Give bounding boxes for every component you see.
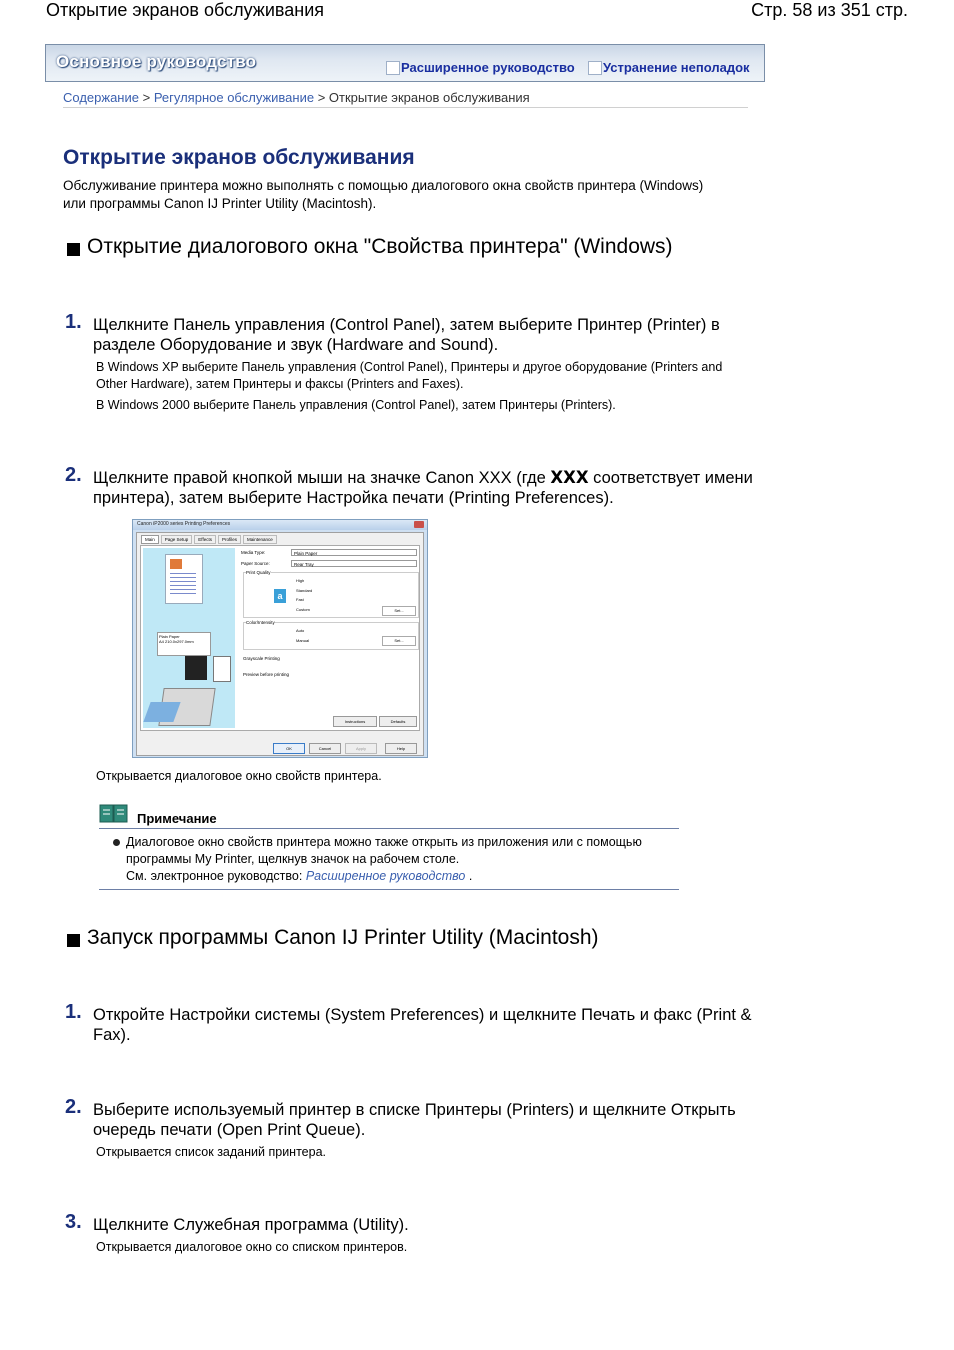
printer-thumbnail-icon xyxy=(185,656,207,680)
printing-preferences-screenshot xyxy=(132,519,428,758)
tab-profiles: Profiles xyxy=(218,535,241,544)
step-text-part: Щелкните правой кнопкой мыши на значке Canon XXX (где xyxy=(93,469,551,487)
quality-option-custom: Custom xyxy=(296,607,310,612)
paper-info-box: Plain Paper A4 210.0x297.0mm xyxy=(157,632,211,656)
breadcrumb xyxy=(63,90,748,108)
note-see-label: См. электронное руководство: xyxy=(126,869,306,883)
intensity-set-button: Set... xyxy=(382,636,416,646)
media-type-select: Plain Paper xyxy=(291,549,417,556)
instructions-button: Instructions xyxy=(333,716,377,727)
quality-set-button: Set... xyxy=(382,606,416,616)
step-caption: Открывается диалоговое окно свойств принтера. xyxy=(96,769,382,783)
dialog-titlebar xyxy=(133,520,427,530)
banner-main-guide: Основное руководство xyxy=(56,52,257,71)
tab-page-setup: Page Setup xyxy=(161,535,193,544)
quality-icon: a xyxy=(274,589,286,603)
paper-source-label: Paper Source: xyxy=(241,561,270,566)
section-heading-windows-text: Открытие диалогового окна "Свойства принтера" (Windows) xyxy=(87,235,673,258)
breadcrumb-separator: > xyxy=(314,90,329,105)
step-caption: Открывается список заданий принтера. xyxy=(96,1145,326,1159)
section-heading-windows xyxy=(67,235,673,259)
advanced-guide-label: Расширенное руководство xyxy=(401,60,575,75)
intensity-option-manual: Manual xyxy=(296,638,310,643)
quality-option-fast: Fast xyxy=(296,597,304,602)
close-icon xyxy=(414,521,424,528)
text-lines-icon xyxy=(170,573,196,597)
troubleshooting-link[interactable] xyxy=(588,60,750,75)
note-text: Диалоговое окно свойств принтера можно также открыть из приложения или с помощью программы My Printer, щелкнув значок на рабочем столе. xyxy=(126,835,642,866)
guide-banner xyxy=(45,44,765,82)
note-see-line xyxy=(126,868,656,885)
tab-maintenance: Maintenance xyxy=(243,535,277,544)
color-intensity-label: Color/Intensity xyxy=(246,620,275,625)
square-bullet-icon xyxy=(67,243,80,256)
step-number: 2. xyxy=(65,1096,82,1118)
note-title: Примечание xyxy=(137,811,217,826)
document-header-title: Открытие экранов обслуживания xyxy=(46,0,325,20)
step-text: Откройте Настройки системы (System Preferences) и щелкните Печать и факс (Print & Fax). xyxy=(93,1006,752,1044)
book-icon xyxy=(99,804,129,824)
breadcrumb-section-link[interactable]: Регулярное обслуживание xyxy=(153,90,315,105)
quality-option-standard: Standard xyxy=(296,588,313,593)
step-text xyxy=(93,468,758,508)
help-button: Help xyxy=(385,743,417,754)
print-quality-label: Print Quality xyxy=(246,570,271,575)
intro-paragraph: Обслуживание принтера можно выполнять с помощью диалогового окна свойств принтера (Windows) или программы Canon IJ Printer Utility (Macintosh). xyxy=(63,178,704,211)
step-text: Выберите используемый принтер в списке Принтеры (Printers) и щелкните Открыть очередь печати (Open Print Queue). xyxy=(93,1101,736,1139)
tab-main: Main xyxy=(141,535,159,544)
advanced-guide-link[interactable] xyxy=(386,60,575,75)
tab-effects: Effects xyxy=(194,535,216,544)
preview-pane xyxy=(143,548,235,728)
step-caption: Открывается диалоговое окно со списком принтеров. xyxy=(96,1240,408,1254)
troubleshooting-label: Устранение неполадок xyxy=(603,60,750,75)
dialog-title: Canon iP2000 series Printing Preferences xyxy=(137,521,231,527)
step-number: 2. xyxy=(65,464,82,486)
step-number: 1. xyxy=(65,1001,82,1023)
grayscale-checkbox: Grayscale Printing xyxy=(243,656,280,661)
image-thumbnail-icon xyxy=(170,559,182,569)
quality-option-high: High xyxy=(296,578,305,583)
step-number: 1. xyxy=(65,311,82,333)
page-counter: Стр. 58 из 351 стр. xyxy=(751,0,908,20)
page-title: Открытие экранов обслуживания xyxy=(63,146,415,169)
print-quality-group xyxy=(243,572,419,618)
ok-button: OK xyxy=(273,743,305,754)
dialog-body xyxy=(136,532,424,756)
note-divider xyxy=(99,828,679,829)
step-text-part: соответствует имени принтера), затем выберите Настройка печати (Printing Preferences). xyxy=(93,469,753,507)
dialog-tabs xyxy=(141,535,277,544)
step-text: Щелкните Панель управления (Control Panel), затем выберите Принтер (Printer) в разделе Оборудование и звук (Hardware and Sound). xyxy=(93,316,720,354)
step-text: Щелкните Служебная программа (Utility). xyxy=(93,1216,409,1234)
breadcrumb-current: Открытие экранов обслуживания xyxy=(328,90,530,105)
step-subnote: В Windows 2000 выберите Панель управления (Control Panel), затем Принтеры (Printers). xyxy=(96,398,616,412)
page-preview xyxy=(165,554,203,604)
apply-button: Apply xyxy=(345,743,377,754)
preview-checkbox: Preview before printing xyxy=(243,672,290,677)
tab-panel xyxy=(140,545,420,731)
paper-source-select: Rear Tray xyxy=(291,560,417,567)
square-bullet-icon xyxy=(67,934,80,947)
cancel-button: Cancel xyxy=(309,743,341,754)
note-bottom-divider xyxy=(99,889,679,890)
intensity-option-auto: Auto xyxy=(296,628,305,633)
defaults-button: Defaults xyxy=(379,716,417,727)
advanced-guide-inline-link[interactable]: Расширенное руководство xyxy=(305,869,466,883)
breadcrumb-separator: > xyxy=(138,90,154,105)
bullet-icon xyxy=(113,839,120,846)
link-box-icon xyxy=(386,61,400,75)
paper-thumbnail-icon xyxy=(213,656,231,682)
section-heading-mac-text: Запуск программы Canon IJ Printer Utility (Macintosh) xyxy=(87,926,599,949)
link-box-icon xyxy=(588,61,602,75)
printer-name-placeholder: XXX xyxy=(550,468,589,487)
breadcrumb-contents-link[interactable]: Содержание xyxy=(63,90,139,105)
section-heading-mac xyxy=(67,926,599,950)
color-intensity-group xyxy=(243,622,419,650)
media-type-label: Media Type: xyxy=(241,550,266,555)
step-number: 3. xyxy=(65,1211,82,1233)
note-see-end: . xyxy=(465,869,473,883)
step-subnote: В Windows XP выберите Панель управления (Control Panel), Принтеры и другое оборудование (Printers and Other Hardware), затем Принтеры и факсы (Printers and Faxes). xyxy=(96,360,723,391)
